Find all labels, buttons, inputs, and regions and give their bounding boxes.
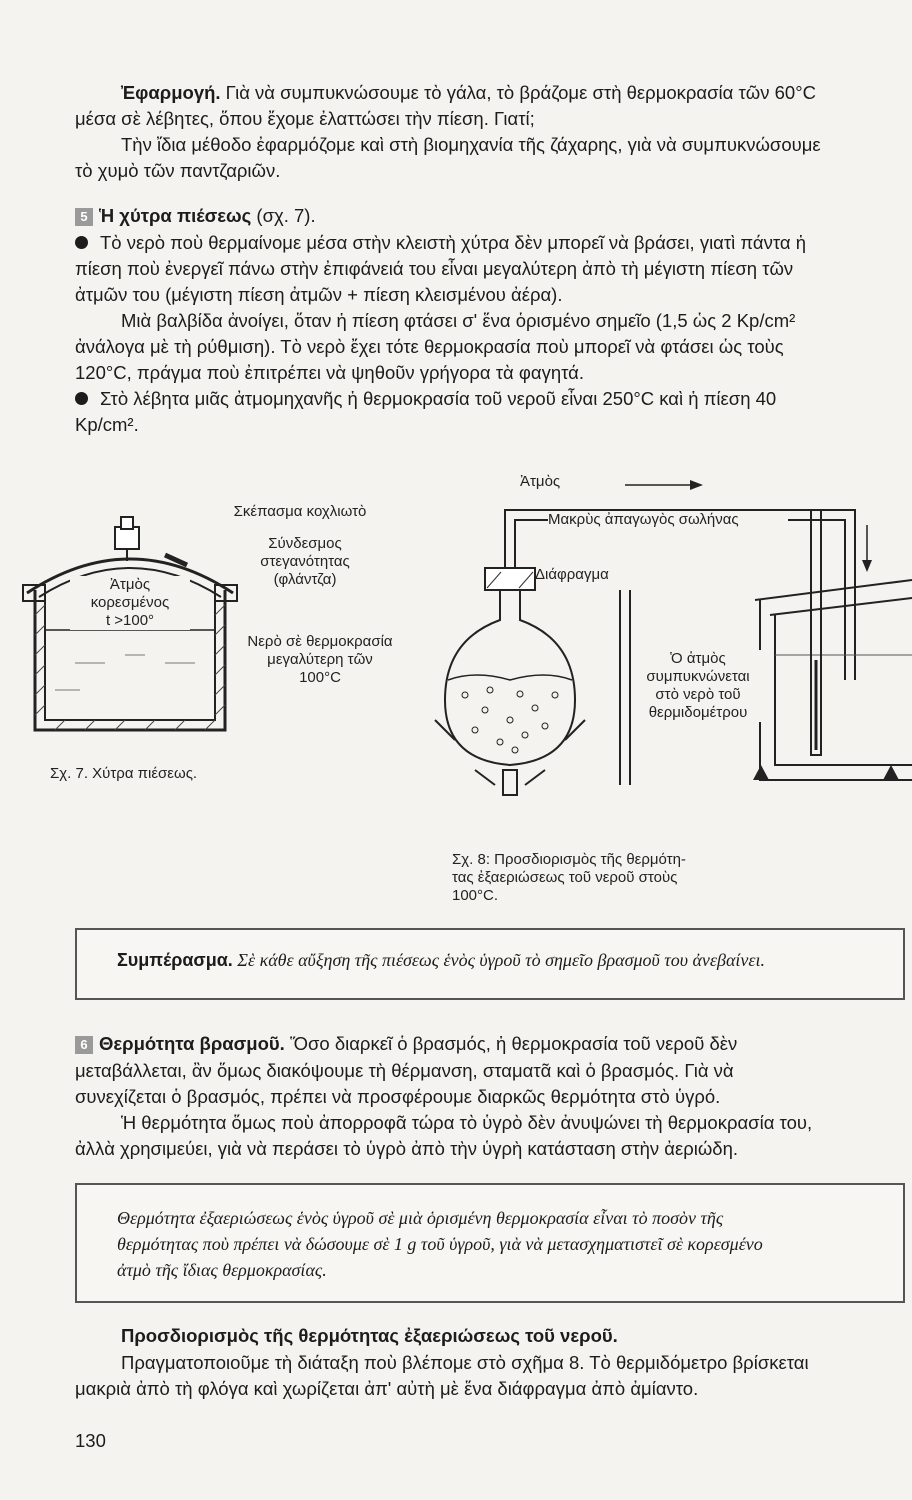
section-6-line-5: ἀλλὰ χρησιμεύει, γιὰ νὰ περάσει τὸ ὑγρὸ ἀπὸ τὴν ὑγρὴ κατάσταση στὴν ἀεριώδη. [75, 1138, 739, 1159]
page-number: 130 [75, 1430, 106, 1451]
section-number-badge: 5 [75, 208, 93, 226]
conclusion-text: Σὲ κάθε αὔξηση τῆς πιέσεως ἑνὸς ὑγροῦ τὸ σημεῖο βρασμοῦ του ἀνεβαίνει. [232, 950, 766, 970]
bullet-2-line-2: Kp/cm². [75, 414, 139, 435]
application-line-3: Τὴν ἴδια μέθοδο ἐφαρμόζομε καὶ στὴ βιομηχανία τῆς ζάχαρης, γιὰ νὰ συμπυκνώσουμε [121, 134, 821, 155]
steam-label: Ἀτμὸς κορεσμένος t >100° [70, 576, 190, 630]
application-title: Ἐφαρμογή. [121, 82, 221, 103]
bullet-2-line-1: Στὸ λέβητα μιᾶς ἀτμομηχανῆς ἡ θερμοκρασία τοῦ νεροῦ εἶναι 250°C καὶ ἡ πίεση 40 [75, 386, 865, 412]
definition-box [75, 1183, 905, 1303]
valve-line-1: Μιὰ βαλβίδα ἀνοίγει, ὅταν ἡ πίεση φτάσει σ' ἕνα ὁρισμένο σημεῖο (1,5 ὡς 2 Kp/cm² [121, 310, 796, 331]
flange-label: Σύνδεσμος στεγανότητας (φλάντζα) [260, 535, 350, 588]
delivery-tube-label: Μακρὺς ἀπαγωγὸς σωλήνας [548, 511, 788, 529]
section-6-line-1: 6 Θερμότητα βρασμοῦ. Ὅσο διαρκεῖ ὁ βρασμός, ἡ θερμοκρασία τοῦ νεροῦ δὲν [75, 1031, 865, 1057]
determination-line-1: Πραγματοποιοῦμε τὴ διάταξη ποὺ βλέπομε στὸ σχῆμα 8. Τὸ θερμιδόμετρο βρίσκεται [121, 1352, 809, 1373]
conclusion-box [75, 928, 905, 1000]
diaphragm-label: Διάφραγμα [535, 566, 609, 583]
water-label: Νερὸ σὲ θερμοκρασία μεγαλύτερη τῶν 100°C [247, 633, 393, 686]
section-number-badge: 6 [75, 1036, 93, 1054]
section-6-line-4: Ἡ θερμότητα ὅμως ποὺ ἀπορροφᾶ τώρα τὸ ὑγρὸ δὲν ἀνυψώνει τὴ θερμοκρασία του, [121, 1112, 813, 1133]
figure-7-caption: Σχ. 7. Χύτρα πιέσεως. [50, 765, 198, 782]
section-5-heading: 5 Ἡ χύτρα πιέσεως (σχ. 7). [75, 203, 865, 229]
valve-line-2: ἀνάλογα μὲ τὴ ρύθμιση). Τὸ νερὸ ἔχει τότε θερμοκρασία ποὺ μπορεῖ νὰ φτάσει ὡς τοὺς [75, 336, 784, 357]
section-6-line-2: μεταβάλλεται, ἂν ὅμως διακόψουμε τὴ θέρμανση, σταματᾶ καὶ ὁ βρασμός. Γιὰ νὰ [75, 1060, 734, 1081]
valve-line-3: 120°C, πράγμα ποὺ ἐπιτρέπει νὰ ψηθοῦν γρήγορα τὰ φαγητά. [75, 362, 585, 383]
flask-steam-label: Ἀτμὸς [520, 473, 561, 490]
bullet-icon [75, 392, 88, 405]
determination-line-2: μακριὰ ἀπὸ τὴ φλόγα καὶ χωρίζεται ἀπ' αὐτὴ μὲ ἕνα διάφραγμα ἀπὸ ἀμίαντο. [75, 1378, 699, 1399]
determination-heading: Προσδιορισμὸς τῆς θερμότητας ἐξαεριώσεως τοῦ νεροῦ. [121, 1325, 618, 1346]
application-line-4: τὸ χυμὸ τῶν παντζαριῶν. [75, 160, 281, 181]
lid-label: Σκέπασμα κοχλιωτὸ [233, 503, 367, 520]
section-6-line-3: συνεχίζεται ὁ βρασμός, πρέπει νὰ προσφέρουμε διαρκῶς θερμότητα στὸ ὑγρό. [75, 1086, 721, 1107]
condenses-label: Ὁ ἀτμὸς συμπυκνώνεται στὸ νερὸ τοῦ θερμιδομέτρου [633, 650, 763, 722]
definition-line-1: Θερμότητα ἐξαεριώσεως ἑνὸς ὑγροῦ σὲ μιὰ ὁρισμένη θερμοκρασία εἶναι τὸ ποσὸν τῆς [117, 1208, 724, 1228]
bullet-icon [75, 236, 88, 249]
definition-line-3: ἀτμὸ τῆς ἴδιας θερμοκρασίας. [117, 1260, 327, 1280]
application-line-1: Ἐφαρμογή. Γιὰ νὰ συμπυκνώσουμε τὸ γάλα, τὸ βράζομε στὴ θερμοκρασία τῶν 60°C [121, 82, 816, 103]
application-line-2: μέσα σὲ λέβητες, ὅπου ἔχομε ἐλαττώσει τὴν πίεση. Γιατί; [75, 108, 535, 129]
conclusion-title: Συμπέρασμα. [117, 950, 233, 970]
definition-line-2: θερμότητας ποὺ πρέπει νὰ δώσουμε σὲ 1 g τοῦ ὑγροῦ, γιὰ νὰ μετασχηματιστεῖ σὲ κορεσμένο [117, 1234, 763, 1254]
bullet-1-line-2: πίεση ποὺ ἐνεργεῖ πάνω στὴν ἐπιφάνειά του εἶναι μεγαλύτερη ἀπὸ τὴ μέγιστη πίεση τῶν [75, 258, 794, 279]
bullet-1-line-1: Τὸ νερὸ ποὺ θερμαίνομε μέσα στὴν κλειστὴ χύτρα δὲν μπορεῖ νὰ βράσει, γιατὶ πάντα ἡ [75, 230, 865, 256]
bullet-1-line-3: ἀτμῶν του (μέγιστη πίεση ἀτμῶν + πίεση κλεισμένου ἀέρα). [75, 284, 563, 305]
figure-8-caption: Σχ. 8: Προσδιορισμὸς τῆς θερμότη- τας ἐξαεριώσεως τοῦ νεροῦ στοὺς 100°C. [452, 851, 686, 904]
